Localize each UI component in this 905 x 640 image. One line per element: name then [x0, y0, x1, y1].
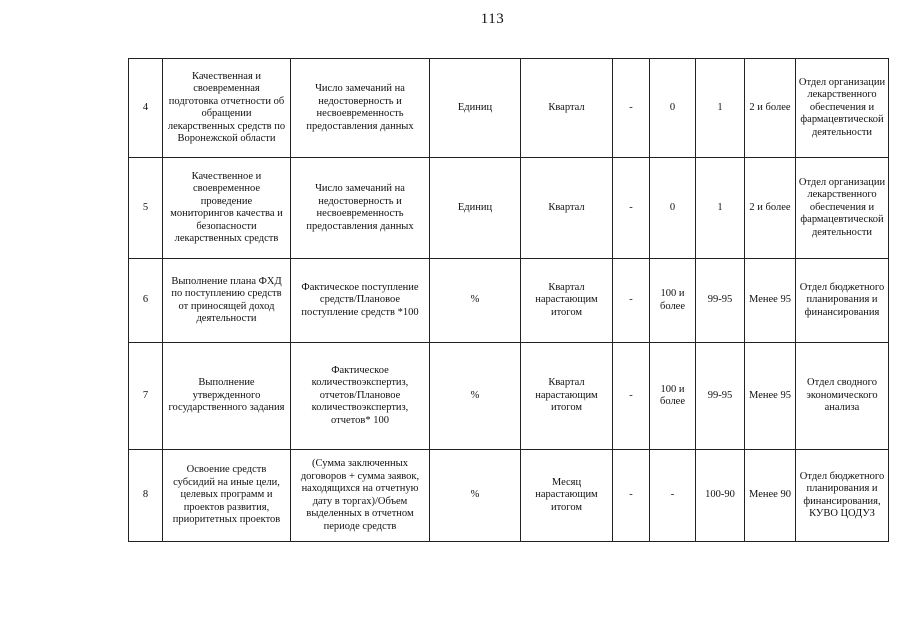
cell-line: Освоение средств — [186, 464, 267, 476]
cell-line: планирования и — [806, 294, 878, 306]
cell-line: несвоевременность — [316, 108, 404, 119]
value-4-cell: 2 и более — [745, 59, 796, 158]
cell-line: предоставления данных — [306, 220, 414, 232]
value-3-cell: 1 — [696, 158, 745, 259]
cell-line: финансирования, — [803, 495, 881, 507]
value-3-cell: 100-90 — [696, 450, 745, 542]
indicator-name-cell — [163, 343, 291, 450]
indicator-name-cell — [163, 158, 291, 259]
department-cell — [796, 259, 889, 343]
cell-line: 100 и — [660, 383, 685, 395]
cell-line: выделенных в отчетном — [306, 508, 414, 519]
indicator-name-cell — [163, 59, 291, 158]
period-cell — [521, 450, 613, 542]
cell-line: проведение — [200, 195, 253, 207]
row-number-cell: 4 — [129, 59, 163, 158]
cell-line: средств/Плановое — [319, 294, 401, 306]
cell-line: от приносящей доход — [178, 300, 275, 312]
value-1-cell: - — [613, 59, 650, 158]
cell-line: Фактическое поступление — [301, 281, 419, 293]
unit-cell: % — [430, 450, 521, 542]
row-number-cell: 7 — [129, 343, 163, 450]
cell-line: Выполнение плана ФХД — [171, 275, 282, 287]
value-2-cell — [650, 59, 696, 158]
unit-cell: Единиц — [430, 158, 521, 259]
cell-line: деятельности — [811, 126, 873, 138]
value-1-cell: - — [613, 158, 650, 259]
cell-line: своевременное — [192, 183, 261, 194]
table-row — [129, 59, 889, 158]
cell-line: Отдел бюджетного — [799, 470, 885, 482]
cell-line: договоров + сумма заявок, — [300, 470, 420, 482]
cell-line: нарастающим — [535, 389, 598, 401]
unit-cell: % — [430, 259, 521, 343]
cell-line: лекарственного — [807, 89, 877, 101]
cell-line: обеспечения и — [809, 101, 875, 113]
cell-line: Число замечаний на — [315, 83, 405, 94]
cell-line: итогом — [550, 501, 583, 513]
cell-line: более — [659, 396, 685, 407]
value-2-cell — [650, 450, 696, 542]
cell-line: недостоверность и — [318, 195, 402, 207]
period-cell — [521, 59, 613, 158]
cell-line: несвоевременность — [316, 208, 404, 219]
cell-line: - — [670, 489, 675, 501]
cell-line: отчетов* 100 — [331, 414, 389, 426]
cell-line: лекарственных средств по — [167, 120, 286, 132]
cell-line: обеспечения и — [809, 201, 875, 213]
cell-line: безопасности — [196, 220, 257, 232]
cell-line: итогом — [550, 306, 583, 318]
value-1-cell: - — [613, 343, 650, 450]
cell-line: фармацевтической — [800, 114, 884, 126]
table-row — [129, 158, 889, 259]
table-row — [129, 450, 889, 542]
department-cell — [796, 59, 889, 158]
cell-line: Фактическое — [331, 364, 389, 376]
value-3-cell: 99-95 — [696, 259, 745, 343]
cell-line: анализа — [824, 402, 860, 414]
formula-cell — [291, 343, 430, 450]
value-4-cell: Менее 90 — [745, 450, 796, 542]
period-cell — [521, 158, 613, 259]
cell-line: КУВО ЦОДУЗ — [809, 508, 875, 519]
row-number-cell: 6 — [129, 259, 163, 343]
indicators-table-body — [129, 59, 889, 542]
cell-line: Выполнение — [198, 377, 255, 389]
row-number-cell: 8 — [129, 450, 163, 542]
cell-line: Отдел организации — [798, 76, 886, 88]
cell-line: приоритетных проектов — [172, 514, 281, 526]
cell-line: экономического — [806, 389, 878, 401]
cell-line: обращении — [201, 108, 252, 119]
value-3-cell: 99-95 — [696, 343, 745, 450]
cell-line: субсидий на иные цели, — [173, 476, 280, 488]
cell-line: подготовка отчетности об — [168, 95, 285, 107]
cell-line: Отдел бюджетного — [799, 281, 885, 293]
indicators-table — [128, 58, 889, 542]
cell-line: Квартал — [548, 201, 585, 213]
cell-line: находящихся на отчетную — [301, 483, 419, 494]
cell-line: нарастающим — [535, 294, 598, 306]
row-number-cell: 5 — [129, 158, 163, 259]
indicator-name-cell — [163, 259, 291, 343]
cell-line: нарастающим — [535, 489, 598, 501]
cell-line: лекарственных средств — [174, 233, 279, 244]
value-1-cell: - — [613, 450, 650, 542]
cell-line: Квартал — [548, 281, 585, 293]
cell-line: утвержденного — [192, 389, 261, 401]
value-3-cell: 1 — [696, 59, 745, 158]
cell-line: мониторингов качества и — [170, 208, 283, 219]
cell-line: деятельности — [811, 226, 873, 238]
cell-line: фармацевтической — [800, 214, 884, 226]
cell-line: поступление средств *100 — [301, 306, 419, 318]
period-cell — [521, 259, 613, 343]
cell-line: 0 — [669, 101, 676, 113]
formula-cell — [291, 450, 430, 542]
indicator-name-cell — [163, 450, 291, 542]
value-4-cell: 2 и более — [745, 158, 796, 259]
value-4-cell: Менее 95 — [745, 343, 796, 450]
value-4-cell: Менее 95 — [745, 259, 796, 343]
value-2-cell — [650, 343, 696, 450]
period-cell — [521, 343, 613, 450]
cell-line: 100 и — [660, 288, 685, 299]
formula-cell — [291, 259, 430, 343]
cell-line: Качественное и — [191, 170, 262, 182]
cell-line: недостоверность и — [318, 95, 402, 107]
page-number: 113 — [480, 11, 505, 27]
cell-line: количествоэкспертиз, — [311, 402, 409, 414]
department-cell — [796, 158, 889, 259]
value-2-cell — [650, 259, 696, 343]
unit-cell: Единиц — [430, 59, 521, 158]
cell-line: своевременная — [193, 83, 260, 94]
unit-cell: % — [430, 343, 521, 450]
cell-line: Число замечаний на — [315, 183, 405, 194]
cell-line: Месяц — [551, 476, 582, 488]
cell-line: предоставления данных — [306, 120, 414, 132]
table-row — [129, 343, 889, 450]
cell-line: более — [659, 300, 685, 312]
cell-line: проектов развития, — [183, 501, 270, 513]
cell-line: деятельности — [196, 313, 257, 324]
table-row — [129, 259, 889, 343]
cell-line: Отдел сводного — [807, 377, 877, 389]
cell-line: 0 — [669, 201, 676, 213]
cell-line: периоде средств — [323, 520, 397, 532]
cell-line: планирования и — [806, 483, 878, 494]
cell-line: по поступлению средств — [171, 288, 282, 299]
cell-line: Качественная и — [191, 70, 262, 82]
cell-line: целевых программ и — [180, 489, 273, 501]
department-cell — [796, 343, 889, 450]
formula-cell — [291, 158, 430, 259]
cell-line: Воронежской области — [177, 133, 276, 144]
cell-line: финансирования — [804, 306, 880, 318]
cell-line: дату в торгах)/Объем — [312, 495, 408, 507]
cell-line: государственного задания — [168, 402, 285, 414]
cell-line: Квартал — [548, 101, 585, 113]
formula-cell — [291, 59, 430, 158]
cell-line: лекарственного — [807, 189, 877, 201]
department-cell — [796, 450, 889, 542]
cell-line: Отдел организации — [798, 176, 886, 188]
cell-line: отчетов/Плановое — [319, 389, 401, 401]
cell-line: (Сумма заключенных — [312, 458, 408, 469]
value-2-cell — [650, 158, 696, 259]
value-1-cell: - — [613, 259, 650, 343]
cell-line: Квартал — [548, 377, 585, 389]
cell-line: количествоэкспертиз, — [311, 377, 409, 389]
cell-line: итогом — [550, 402, 583, 414]
